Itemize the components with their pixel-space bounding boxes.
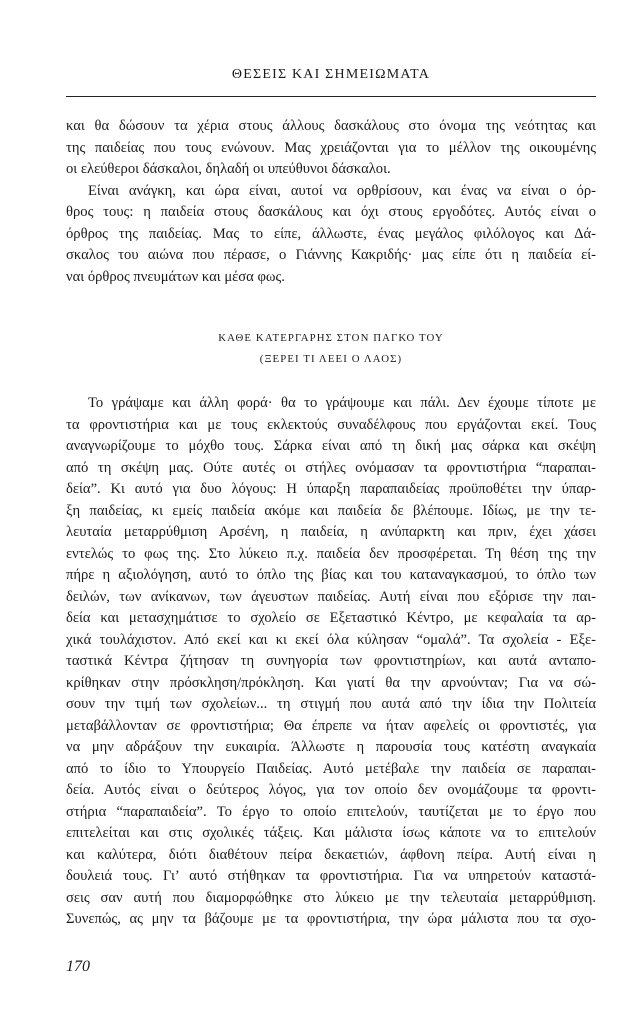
text-line: και θα δώσουν τα χέρια στους άλλους δασκάλους στο όνομα της νεότητας και [66,118,596,134]
section-subtitle: (ΞΕΡΕΙ ΤΙ ΛΕΕΙ Ο ΛΑΟΣ) [259,353,403,365]
text-line: εντελώς το φως της. Στο λύκειο π.χ. παιδεία δεν προσφέρεται. Τη θέση της την [66,545,596,562]
text-line: θρος τους: η παιδεία στους δασκάλους και όχι στους εργοδότες. Αυτός είναι ο [66,204,596,220]
text-line: πήρε η αξιολόγηση, αυτό το όπλο της βίας και του καταναγκασμού, το όπλο των [66,567,596,583]
text-line: δεία. Αυτός είναι ο δεύτερος λόγος, για τον οποίο δεν ονομάζουμε τα φροντι- [66,782,596,798]
text-line: δειλών, των ανίκανων, των άγευστων παιδείας. Αυτή είναι που εξόρισε την παι- [66,588,596,605]
text-line: Συνεπώς, ας μην τα βάζουμε με τα φροντιστήρια, την ώρα μάλιστα που τα σχο- [66,911,596,927]
text-line: σουν την τιμή των σχολείων... τη στιγμή που αυτά από την ίδια την Πολιτεία [66,696,596,712]
text-line: και καλύτερα, διότι διαθέτουν πείρα δεκαετιών, άφθονη πείρα. Αυτή είναι η [66,846,596,863]
text-line: στήρια “παραπαιδεία”. Το έργο το οποίο επιτελούν, ταυτίζεται με το έργο που [66,803,596,820]
text-line: όρθρος της παιδείας. Μας το είπε, άλλωστε, ένας μεγάλος φιλόλογος και Δά- [66,225,596,242]
text-line: ξη παιδείας, κι εμείς παιδεία ακόμε και παιδεία δε βλέπουμε. Ιδίως, με την τε- [66,502,596,519]
running-header: ΘΕΣΕΙΣ ΚΑΙ ΣΗΜΕΙΩΜΑΤΑ [231,67,431,82]
text-line: της παιδείας που τους ενώνουν. Μας χρειάζονται για το μέλλον της οικουμένης [66,139,596,156]
page-number: 170 [66,958,90,975]
text-line: επιτελείται και στις σχολικές τάξεις. Και μάλιστα ίσως κάποτε να το επιτελούν [66,825,596,841]
text-line: οι ελεύθεροι δάσκαλοι, δηλαδή οι υπεύθυνοι δάσκαλοι. [66,161,391,177]
text-line: από το ίδιο το Υπουργείο Παιδείας. Αυτό μετέβαλε την παιδεία σε παραπαι- [66,760,596,777]
text-line: δεία”. Κι αυτό για δυο λόγους: Η ύπαρξη παραπαιδείας προϋποθέτει την ύπαρ- [66,481,596,497]
text-line: σκαλος του αιώνα που πέρασε, ο Γιάννης Κακριδής· μας είπε ότι η παιδεία εί- [66,247,596,263]
text-line: δουλειά τους. Γι’ αυτό στήθηκαν τα φροντιστήρια. Για να υπηρετούν καταστά- [66,868,596,884]
text-line: μεταβάλλονταν σε φροντιστήρια; Θα έπρεπε να ήταν αφελείς οι φροντιστές, για [66,717,596,734]
text-line: ταστικά Κέντρα ζήτησαν τη συνηγορία των φροντιστηρίων, και αυτά ανταπο- [66,653,596,669]
intro-paragraphs [66,116,596,288]
text-line: αναγνωρίζουμε το μόχθο τους. Σάρκα είναι από τη δική μας σάρκα και σκέψη [66,438,596,454]
text-line: από τη σκέψη μας. Ούτε αυτές οι στήλες ονόμασαν τα φροντιστήρια “παραπαι- [66,459,596,476]
text-line: σεις σαν αυτή που διαμορφώθηκε στο λύκειο με την τελευταία μεταρρύθμιση. [66,889,596,906]
text-line: ναι όρθρος πνευμάτων και μέσα φως. [66,268,285,285]
text-line: δεία και μετασχημάτισε το σχολείο σε Εξεταστικό Κέντρο, με κεφαλαία τα αρ- [66,610,596,626]
text-line: να μην αδράξουν την ευκαιρία. Άλλωστε η παρουσία τους κατέστη αναγκαία [66,739,596,755]
text-line: Είναι ανάγκη, και ώρα είναι, αυτοί να ορθρίσουν, και ένας να είναι ο όρ- [88,182,596,199]
text-line: χικά τουλάχιστον. Από εκεί και κι εκεί όλα κύλησαν “ομαλά”. Τα σχολεία - Εξε- [66,631,596,648]
text-line: τα φροντιστήρια και με τους εκλεκτούς συναδέλφους που εργάζονται εκεί. Τους [66,416,596,433]
text-line: Το γράψαμε και άλλη φορά· θα το γράψουμε και πάλι. Δεν έχουμε τίποτε με [88,395,596,411]
text-line: λευταία μεταρρύθμιση Αρσένη, η παιδεία, η ανύπαρκτη και πριν, έχει χάσει [66,524,596,540]
article-body [66,393,596,931]
section-title: ΚΑΘΕ ΚΑΤΕΡΓΑΡΗΣ ΣΤΟΝ ΠΑΓΚΟ ΤΟΥ [218,332,444,344]
text-line: κρίθηκαν στην πρόσκληση/πρόκληση. Και γιατί θα την αρνούνταν; Για να σώ- [66,674,596,691]
header-rule [66,96,596,97]
